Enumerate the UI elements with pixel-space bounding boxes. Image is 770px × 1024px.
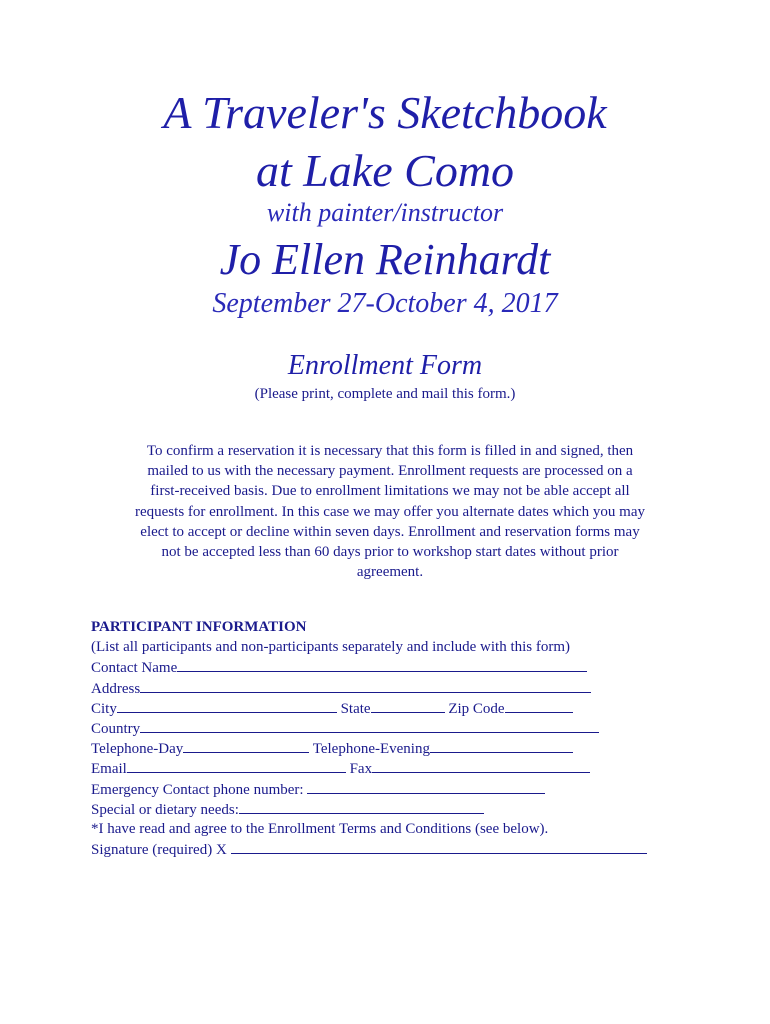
intro-line: first-received basis. Due to enrollment limitations we may not be able accept all <box>150 483 630 500</box>
contact-name-label: Contact Name <box>91 660 178 677</box>
address-field[interactable] <box>140 678 591 693</box>
title-line-1: A Traveler's Sketchbook <box>163 87 607 138</box>
intro-line: mailed to us with the necessary payment. Enrollment requests are processed on a <box>147 463 633 480</box>
intro-line: agreement. <box>356 564 424 581</box>
telephone-day-label: Telephone-Day <box>91 741 184 758</box>
signature-row <box>91 839 691 859</box>
zip-field[interactable] <box>505 698 573 713</box>
email-field[interactable] <box>127 758 346 773</box>
contact-name-field[interactable] <box>177 657 587 672</box>
telephone-evening-label: Telephone-Evening <box>312 741 430 758</box>
fax-label: Fax <box>349 761 373 778</box>
city-label: City <box>91 700 117 717</box>
intro-paragraph <box>90 441 690 582</box>
dietary-row <box>91 799 691 819</box>
address-row <box>91 678 691 698</box>
emergency-field[interactable] <box>307 779 545 794</box>
subtitle: with painter/instructor <box>266 198 504 227</box>
participant-instructions: (List all participants and non-participants separately and include with this form) <box>91 639 571 656</box>
signature-label: Signature (required) X <box>91 842 227 859</box>
dietary-label: Special or dietary needs: <box>91 801 239 818</box>
contact-name-row <box>91 657 691 677</box>
city-field[interactable] <box>117 698 337 713</box>
intro-line: To confirm a reservation it is necessary that this form is filled in and signed, then <box>146 443 634 459</box>
telephone-row <box>91 738 691 758</box>
intro-line: elect to accept or decline within seven days. Enrollment and reservation forms may <box>140 523 640 540</box>
emergency-label: Emergency Contact phone number: <box>91 781 304 798</box>
participant-heading: PARTICIPANT INFORMATION <box>91 619 307 635</box>
state-field[interactable] <box>371 698 445 713</box>
city-row <box>91 698 691 718</box>
state-label: State <box>340 700 371 717</box>
country-row <box>91 718 691 738</box>
zip-label: Zip Code <box>448 700 505 717</box>
instructor-name: Jo Ellen Reinhardt <box>219 235 551 284</box>
country-field[interactable] <box>140 718 599 733</box>
participant-information <box>91 617 691 859</box>
emergency-row <box>91 779 691 799</box>
intro-line: not be accepted less than 60 days prior to workshop start dates without prior <box>161 544 619 561</box>
agreement-row: *I have read and agree to the Enrollment Terms and Conditions (see below). <box>91 820 549 837</box>
dietary-field[interactable] <box>239 799 484 814</box>
title-line-2: at Lake Como <box>255 145 515 196</box>
fax-field[interactable] <box>372 758 590 773</box>
workshop-dates: September 27-October 4, 2017 <box>212 288 558 319</box>
telephone-day-field[interactable] <box>183 738 309 753</box>
intro-line: requests for enrollment. In this case we may offer you alternate dates which you may <box>135 503 645 520</box>
signature-field[interactable] <box>231 839 647 854</box>
address-label: Address <box>91 680 141 697</box>
telephone-evening-field[interactable] <box>430 738 573 753</box>
country-label: Country <box>91 720 141 737</box>
form-title: Enrollment Form <box>287 350 483 381</box>
form-note: (Please print, complete and mail this form.) <box>254 386 516 402</box>
email-label: Email <box>91 761 127 778</box>
email-row <box>91 758 691 778</box>
